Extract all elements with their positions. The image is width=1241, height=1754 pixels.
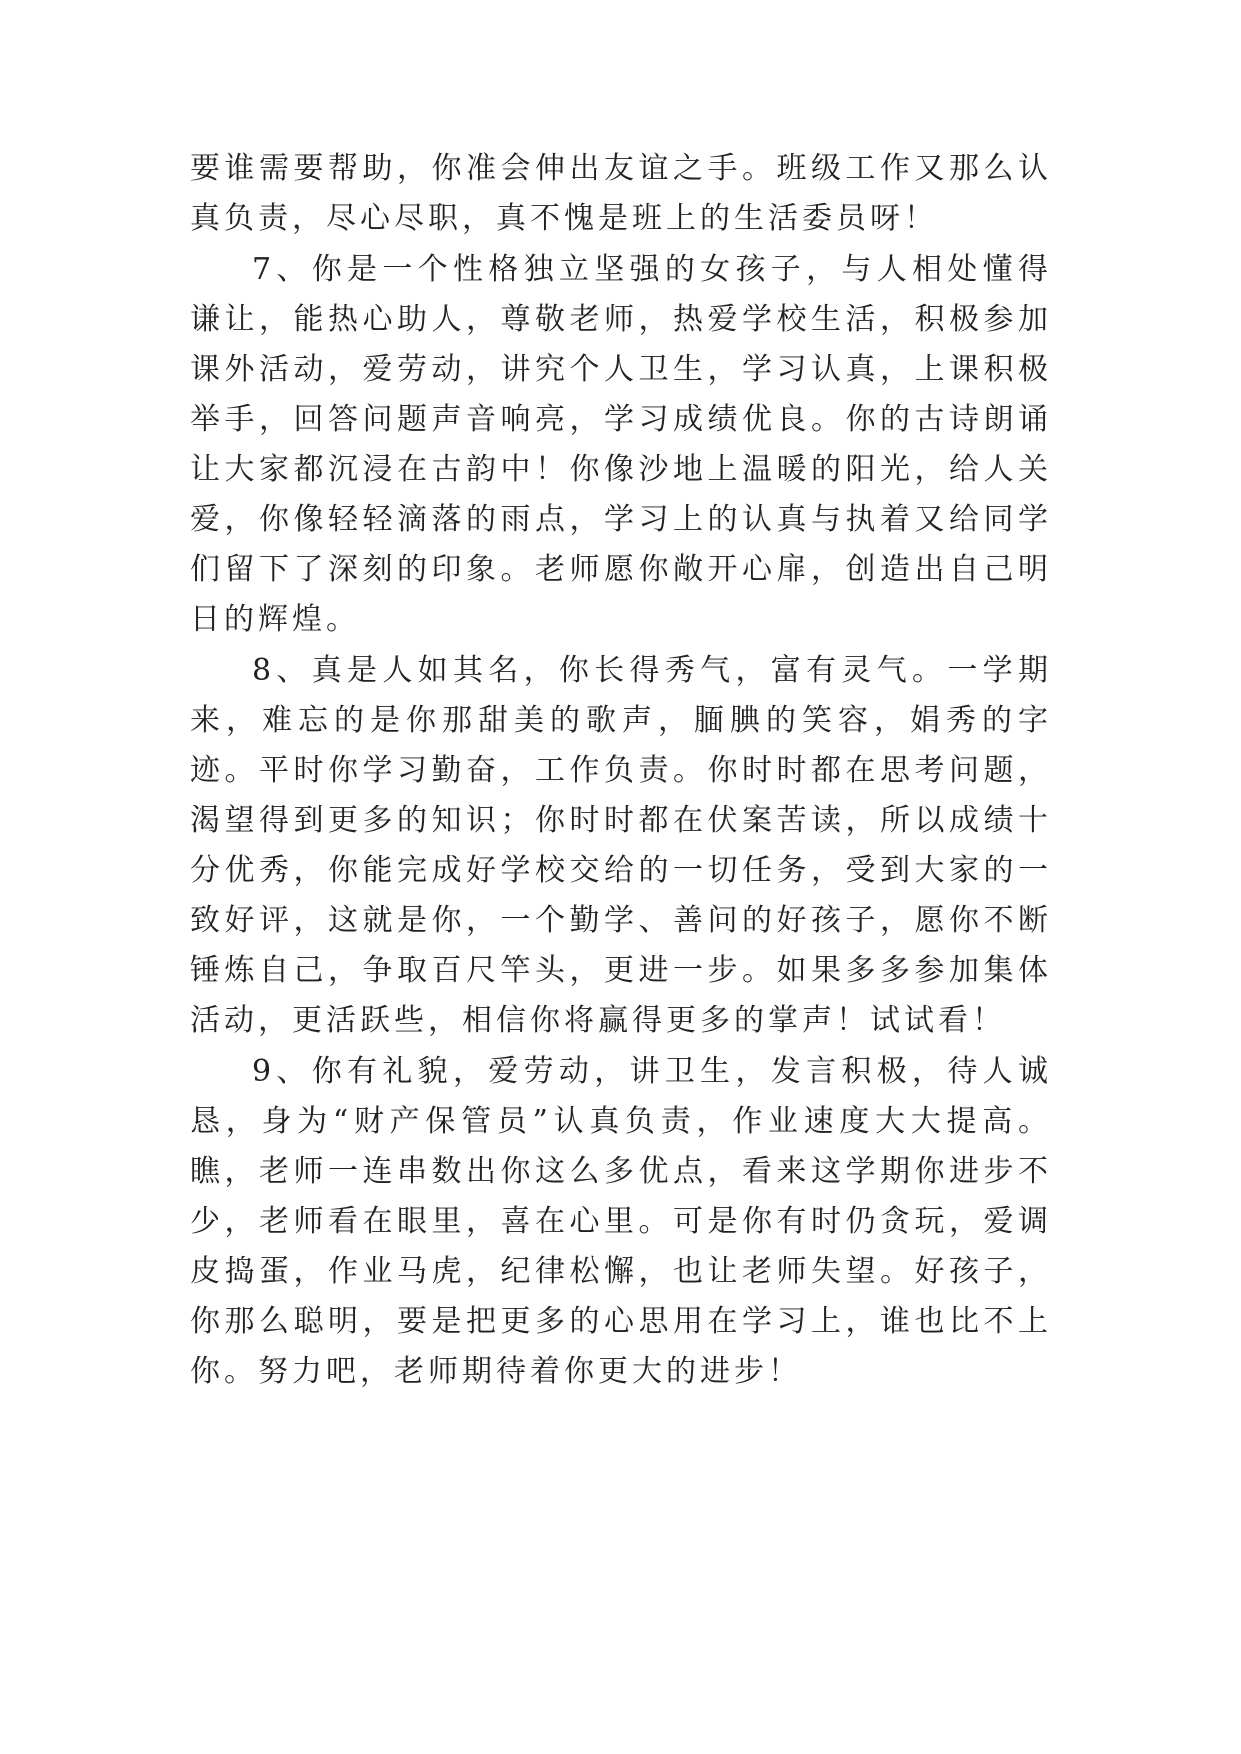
paragraph-comment-7: 7、你是一个性格独立坚强的女孩子，与人相处懂得谦让，能热心助人，尊敬老师，热爱学校生活，积极参加课外活动，爱劳动，讲究个人卫生，学习认真，上课积极举手，回答问题声音响亮，学习成绩优良。你的古诗朗诵让大家都沉浸在古韵中！你像沙地上温暖的阳光，给人关爱，你像轻轻滴落的雨点，学习上的认真与执着又给同学们留下了深刻的印象。老师愿你敞开心扉，创造出自己明日的辉煌。 (190, 252, 1052, 637)
paragraph-comment-9: 9、你有礼貌，爱劳动，讲卫生，发言积极，待人诚恳，身为“财产保管员”认真负责，作业速度大大提高。瞧，老师一连串数出你这么多优点，看来这学期你进步不少，老师看在眼里，喜在心里。可是你有时仍贪玩，爱调皮捣蛋，作业马虎，纪律松懈，也让老师失望。好孩子，你那么聪明，要是把更多的心思用在学习上，谁也比不上你。努力吧，老师期待着你更大的进步！ (190, 1054, 1052, 1389)
paragraph-comment-8: 8、真是人如其名，你长得秀气，富有灵气。一学期来，难忘的是你那甜美的歌声，腼腆的笑容，娟秀的字迹。平时你学习勤奋，工作负责。你时时都在思考问题，渴望得到更多的知识；你时时都在伏案苦读，所以成绩十分优秀，你能完成好学校交给的一切任务，受到大家的一致好评，这就是你，一个勤学、善问的好孩子，愿你不断锤炼自己，争取百尺竿头，更进一步。如果多多参加集体活动，更活跃些，相信你将赢得更多的掌声！试试看！ (190, 653, 1052, 1038)
document-body (190, 144, 1052, 1398)
paragraph-continuation: 要谁需要帮助，你准会伸出友谊之手。班级工作又那么认真负责，尽心尽职，真不愧是班上的生活委员呀！ (190, 151, 1052, 236)
